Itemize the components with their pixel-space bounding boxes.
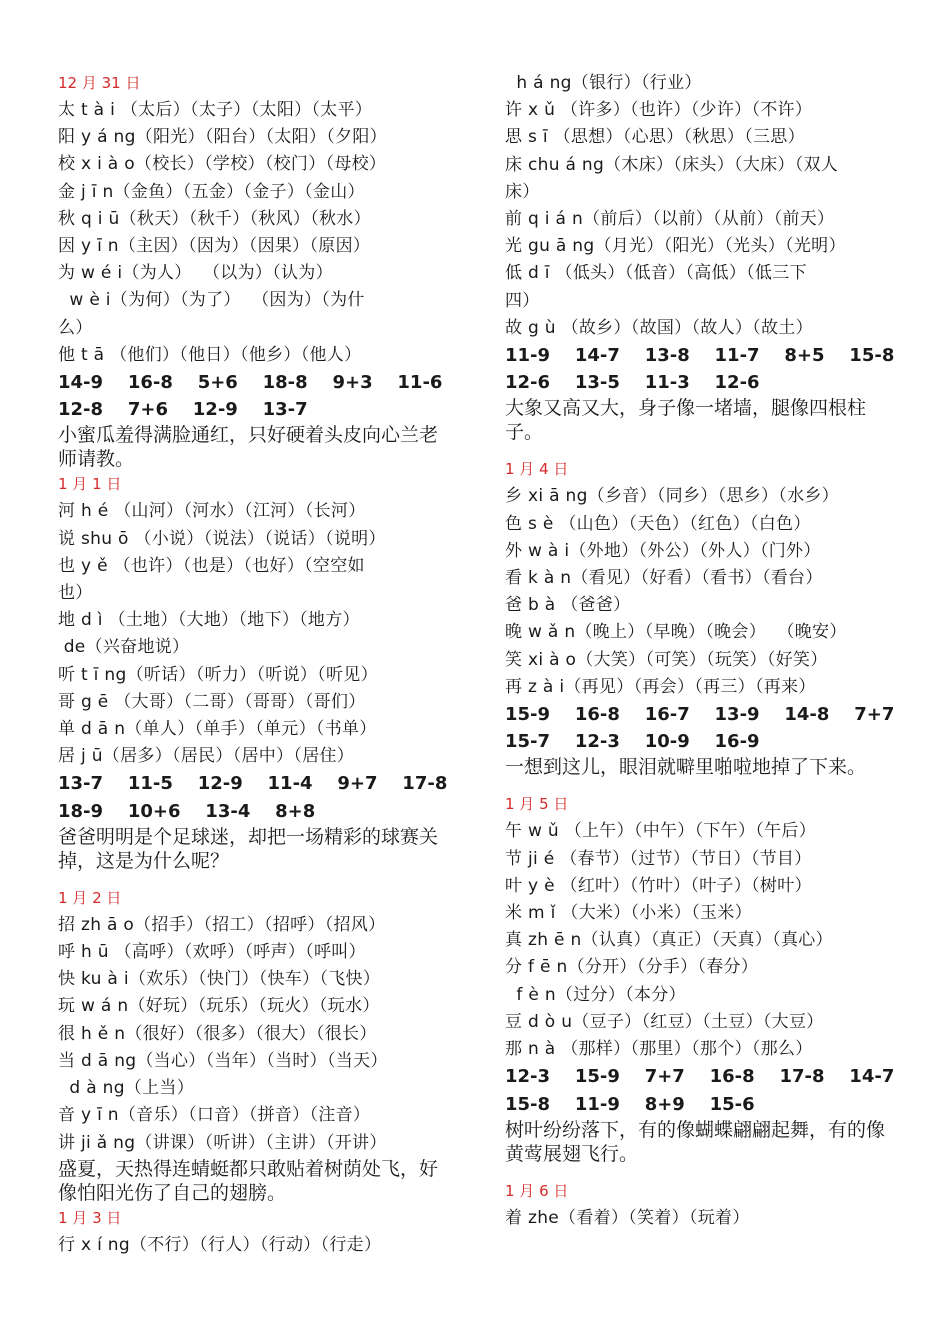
right-column [505,70,900,1232]
vocab-line: 听 t ī ng（听话）（听力）（听说）（听见） [58,664,378,685]
vocab-line: 午 w ǔ （上午）（中午）（下午）（午后） [505,821,816,842]
vocab-line: 爸 b à （爸爸） [505,595,631,616]
vocab-line: 光 gu ā ng（月光）（阳光）（光头）（光明） [505,236,846,257]
vocab-line: w è i（为何）（为了） （因为）（为什 [58,290,365,311]
vocab-line: h á ng（银行）（行业） [505,73,702,93]
vocab-line: 快 ku à i（欢乐）（快门）（快车）（飞快） [58,969,381,990]
vocab-line: 许 x ǔ （许多）（也许）（少许）（不许） [505,100,813,121]
vocab-line: f è n（过分）（本分） [505,984,686,1005]
date-heading: 12 月 31 日 [58,74,141,92]
vocab-line: 外 w à i（外地）（外公）（外人）（门外） [505,540,821,561]
date-heading: 1 月 3 日 [58,1208,122,1227]
vocab-line: 当 d ā ng（当心）（当年）（当时）（当天） [58,1050,388,1071]
math-problems: 15-7 12-3 10-9 16-9 [505,731,760,753]
sentence: 一想到这儿，眼泪就噼里啪啦地掉了下来。 [505,756,867,779]
spacer [58,873,453,885]
vocab-line: 阳 y á ng（阳光）（阳台）（太阳）（夕阳） [58,127,387,148]
vocab-line: 也） [58,583,93,604]
vocab-line: 笑 xi à o（大笑）（可笑）（玩笑）（好笑） [505,649,828,670]
vocab-line: 豆 d ò u（豆子）（红豆）（土豆）（大豆） [505,1011,824,1032]
vocab-line: 单 d ā n（单人）（单手）（单元）（书单） [58,719,377,740]
vocab-line: 金 j ī n（金鱼）（五金）（金子）（金山） [58,181,365,202]
sentence: 爸爸明明是个足球迷，却把一场精彩的球赛关掉，这是为什么呢？ [58,825,439,872]
date-heading: 1 月 1 日 [58,475,122,494]
vocab-line: 河 h é （山河）（河水）（江河）（长河） [58,501,366,522]
vocab-line: 说 shu ō （小说）（说法）（说话）（说明） [58,528,386,549]
vocab-line: 行 x í ng（不行）（行人）（行动）（行走） [58,1234,382,1255]
vocab-line: 音 y ī n（音乐）（口音）（拼音）（注音） [58,1105,371,1126]
vocab-line: 四） [505,290,540,311]
vocab-line: 低 d ī （低头）（低音）（高低）（低三下 [505,263,807,284]
left-column [58,70,453,1259]
vocab-line: 为 w é i（为人） （以为）（认为） [58,263,333,284]
sentence: 小蜜瓜羞得满脸通红，只好硬着头皮向心兰老师请教。 [58,424,439,471]
date-heading: 1 月 6 日 [505,1181,569,1200]
vocab-line: 再 z à i（再见）（再会）（再三）（再来） [505,676,816,697]
vocab-line: 那 n à （那样）（那里）（那个）（那么） [505,1039,813,1060]
math-problems: 15-8 11-9 8+9 15-6 [505,1093,755,1115]
math-problems: 12-8 7+6 12-9 13-7 [58,399,308,421]
math-problems: 11-9 14-7 13-8 11-7 8+5 15-8 [505,345,895,367]
math-problems: 12-3 15-9 7+7 16-8 17-8 14-7 [505,1066,895,1088]
vocab-line: 太 t à i （太后）（太子）（太阳）（太平） [58,100,373,120]
spacer [505,779,900,791]
vocab-line: 也 y ě （也许）（也是）（也好）（空空如 [58,555,365,576]
vocab-line: 思 s ī （思想）（心思）（秋思）（三思） [505,127,805,148]
vocab-line: 前 q i á n（前后）（以前）（从前）（前天） [505,209,835,230]
vocab-line: 因 y ī n（主因）（因为）（因果）（原因） [58,236,371,257]
vocab-line: 他 t ā （他们）（他日）（他乡）（他人） [58,344,362,365]
vocab-line: 故 g ù （故乡）（故国）（故人）（故土） [505,317,813,338]
spacer [505,1166,900,1178]
sentence: 树叶纷纷落下，有的像蝴蝶翩翩起舞，有的像黄莺展翅飞行。 [505,1118,886,1165]
vocab-line: 着 zhe（看着）（笑着）（玩着） [505,1207,750,1228]
vocab-line: d à ng（上当） [58,1078,194,1099]
vocab-line: 色 s è （山色）（天色）（红色）（白色） [505,513,811,534]
vocab-line: 叶 y è （红叶）（竹叶）（叶子）（树叶） [505,875,812,896]
vocab-line: de（兴奋地说） [58,637,190,658]
math-problems: 13-7 11-5 12-9 11-4 9+7 17-8 [58,773,448,795]
math-problems: 18-9 10+6 13-4 8+8 [58,800,316,822]
sentence: 盛夏，天热得连蜻蜓都只敢贴着树荫处飞，好像怕阳光伤了自己的翅膀。 [58,1157,439,1204]
vocab-line: 讲 ji ǎ ng（讲课）（听讲）（主讲）（开讲） [58,1132,387,1153]
vocab-line: 真 zh ē n（认真）（真正）（天真）（真心） [505,930,833,951]
vocab-line: 地 d ì （土地）（大地）（地下）（地方） [58,610,360,631]
date-heading: 1 月 4 日 [505,460,569,479]
math-problems: 14-9 16-8 5+6 18-8 9+3 11-6 [58,372,443,394]
vocab-line: 晚 w ǎ n（晚上）（早晚）（晚会） （晚安） [505,622,847,643]
math-problems: 15-9 16-8 16-7 13-9 14-8 7+7 [505,704,895,726]
date-heading: 1 月 2 日 [58,888,122,907]
vocab-line: 节 ji é （春节）（过节）（节日）（节目） [505,848,812,869]
vocab-line: 床 chu á ng（木床）（床头）（大床）（双人 [505,154,839,175]
vocab-line: 床） [505,181,540,202]
vocab-line: 秋 q i ū（秋天）（秋千）（秋风）（秋水） [58,208,371,229]
vocab-line: 校 x i à o（校长）（学校）（校门）（母校） [58,154,387,175]
math-problems: 12-6 13-5 11-3 12-6 [505,372,760,394]
date-heading: 1 月 5 日 [505,795,569,814]
vocab-line: 乡 xi ā ng（乡音）（同乡）（思乡）（水乡） [505,486,839,507]
vocab-line: 看 k à n（看见）（好看）（看书）（看台） [505,568,823,589]
sentence: 大象又高又大，身子像一堵墙，腿像四根柱子。 [505,397,867,444]
vocab-line: 么） [58,317,93,338]
vocab-line: 米 m ǐ （大米）（小米）（玉米） [505,903,752,924]
vocab-line: 玩 w á n（好玩）（玩乐）（玩火）（玩水） [58,996,380,1017]
vocab-line: 分 f ē n（分开）（分手）（春分） [505,957,759,978]
vocab-line: 招 zh ā o（招手）（招工）（招呼）（招风） [58,914,386,935]
vocab-line: 居 j ū（居多）（居民）（居中）（居住） [58,746,355,767]
spacer [505,444,900,456]
vocab-line: 呼 h ū （高呼）（欢呼）（呼声）（呼叫） [58,942,366,963]
vocab-line: 很 h ě n（很好）（很多）（很大）（很长） [58,1023,377,1044]
vocab-line: 哥 g ē （大哥）（二哥）（哥哥）（哥们） [58,691,366,712]
